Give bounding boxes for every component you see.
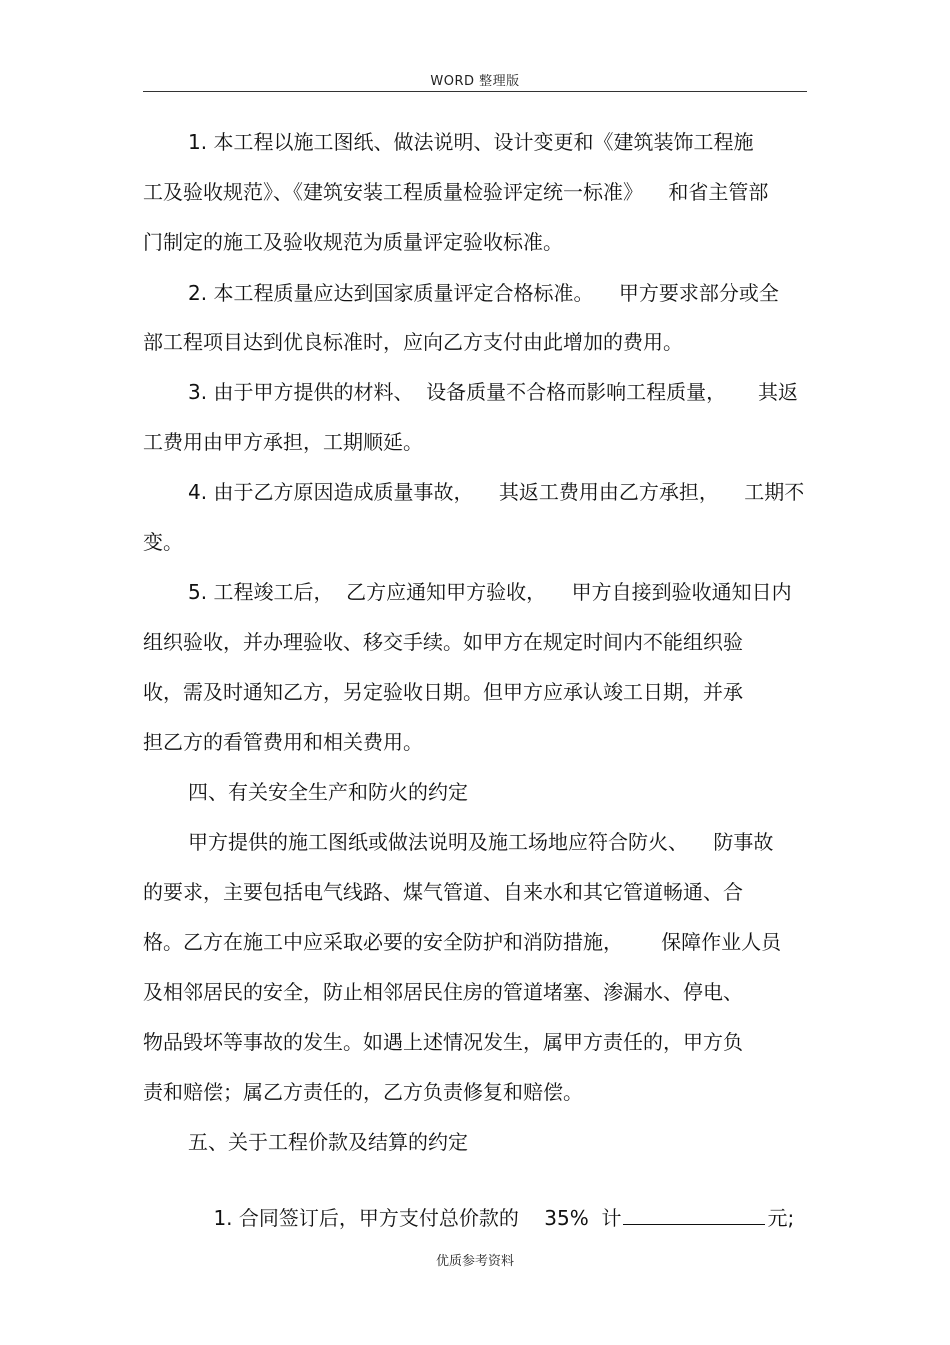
paragraph-line: 3. 由于甲方提供的材料、 设备质量不合格而影响工程质量， 其返	[188, 380, 798, 404]
paragraph-line: 1. 本工程以施工图纸、做法说明、设计变更和《建筑装饰工程施	[188, 130, 754, 154]
paragraph-line: 责和赔偿；属乙方责任的，乙方负责修复和赔偿。	[143, 1080, 583, 1104]
header-divider	[143, 91, 807, 92]
page-footer: 优质参考资料	[435, 1254, 514, 1269]
section-heading: 五、关于工程价款及结算的约定	[188, 1130, 468, 1154]
paragraph-line: 及相邻居民的安全，防止相邻居民住房的管道堵塞、渗漏水、停电、	[143, 980, 743, 1004]
paragraph-line: 4. 由于乙方原因造成质量事故， 其返工费用由乙方承担， 工期不	[188, 480, 805, 504]
header-title: WORD 整理版	[430, 74, 520, 89]
paragraph-line: 5. 工程竣工后， 乙方应通知甲方验收， 甲方自接到验收通知日内	[188, 580, 792, 604]
payment-clause-line	[188, 1180, 794, 1254]
paragraph-line: 物品毁坏等事故的发生。如遇上述情况发生，属甲方责任的，甲方负	[143, 1030, 743, 1054]
paragraph-line: 组织验收，并办理验收、移交手续。如甲方在规定时间内不能组织验	[143, 630, 743, 654]
amount-blank-field	[623, 1204, 765, 1225]
paragraph-line: 2. 本工程质量应达到国家质量评定合格标准。 甲方要求部分或全	[188, 281, 779, 305]
paragraph-line: 担乙方的看管费用和相关费用。	[143, 730, 423, 754]
paragraph-line: 的要求，主要包括电气线路、煤气管道、自来水和其它管道畅通、合	[143, 880, 743, 904]
payment-clause-text: 1. 合同签订后，甲方支付总价款的 35% 计	[213, 1206, 622, 1230]
paragraph-line: 格。乙方在施工中应采取必要的安全防护和消防措施， 保障作业人员	[143, 930, 782, 954]
currency-unit: 元;	[767, 1206, 795, 1230]
paragraph-line: 变。	[143, 530, 183, 554]
paragraph-line: 工费用由甲方承担，工期顺延。	[143, 430, 423, 454]
paragraph-line: 甲方提供的施工图纸或做法说明及施工场地应符合防火、 防事故	[188, 830, 774, 854]
paragraph-line: 门制定的施工及验收规范为质量评定验收标准。	[143, 230, 563, 254]
paragraph-line: 工及验收规范》、《建筑安装工程质量检验评定统一标准》 和省主管部	[143, 180, 769, 204]
paragraph-line: 收，需及时通知乙方，另定验收日期。但甲方应承认竣工日期，并承	[143, 680, 743, 704]
paragraph-line: 部工程项目达到优良标准时，应向乙方支付由此增加的费用。	[143, 330, 683, 354]
section-heading: 四、有关安全生产和防火的约定	[188, 780, 468, 804]
